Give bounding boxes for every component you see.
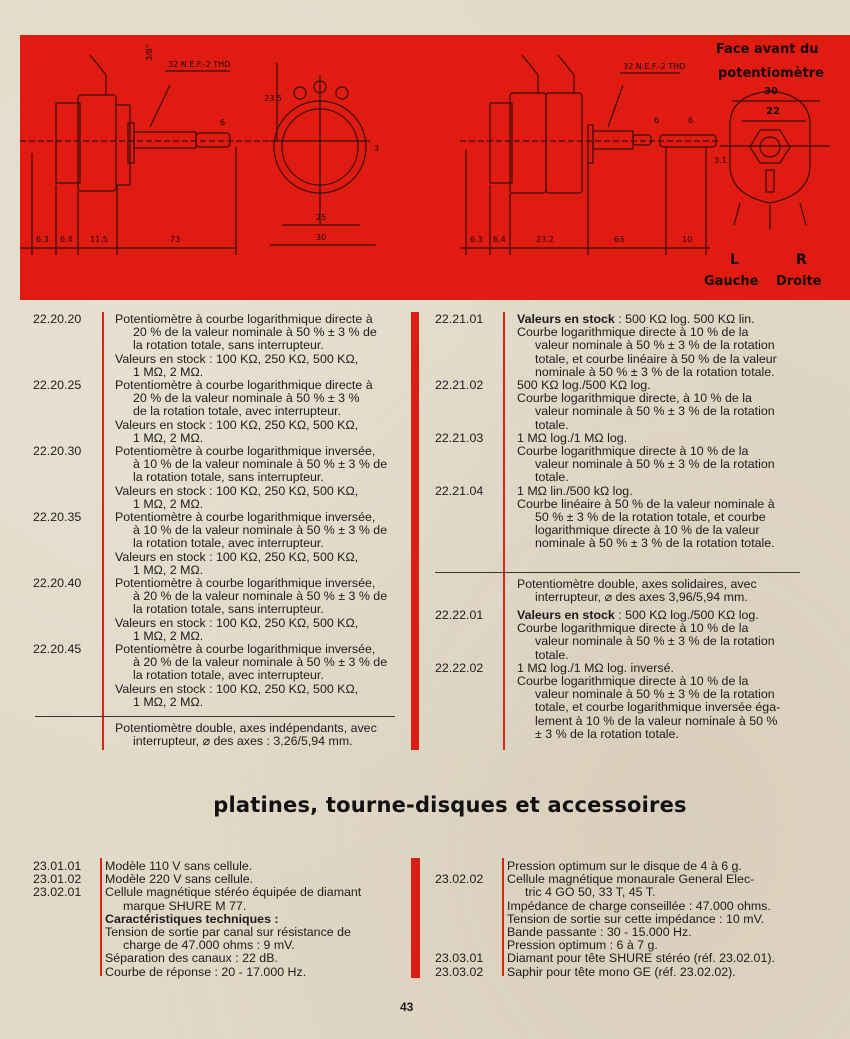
description-line: logarithmique directe à 10 % de la valeur [535, 523, 760, 538]
left-letter: L [730, 252, 739, 268]
front-view-label-line1: Face avant du [716, 42, 819, 57]
description-line: Valeurs en stock : 100 KΩ, 250 KΩ, 500 KΩ, [115, 483, 359, 498]
dim-label: 6.4 [493, 235, 506, 244]
product-code: 22.20.20 [33, 312, 82, 326]
description-line: 1 MΩ, 2 MΩ. [133, 364, 204, 379]
description-line: à 20 % de la valeur nominale à 50 % ± 3 % de [133, 589, 388, 604]
product-code: 23.02.02 [435, 873, 484, 887]
description-line: 1 MΩ log./1 MΩ log. inversé. [517, 660, 674, 675]
description-line: lement à 10 % de la valeur nominale à 50 % [535, 713, 778, 728]
description-line: Courbe logarithmique directe à 10 % de la [517, 325, 749, 340]
spec-row [435, 886, 835, 899]
left-word: Gauche [704, 274, 759, 289]
dim-label: 6 [654, 116, 660, 125]
description-line: valeur nominale à 50 % ± 3 % de la rotation [535, 634, 775, 649]
product-code: 22.20.35 [33, 510, 82, 525]
dim-label: 6.3 [36, 235, 49, 244]
product-entry [435, 379, 800, 432]
description-line: 1 MΩ, 2 MΩ. [133, 430, 204, 445]
description-line: 1 MΩ, 2 MΩ. [133, 628, 204, 643]
note-line: interrupteur, ⌀ des axes : 3,26/5,94 mm. [133, 734, 353, 749]
product-entry [435, 485, 800, 551]
dim-label: 22 [766, 106, 780, 117]
description-line: Courbe logarithmique directe à 10 % de la [517, 674, 749, 689]
spec-text: Impédance de charge conseillée : 47.000 ohms. [507, 898, 771, 913]
product-code: 22.21.02 [435, 378, 484, 393]
single-pot-side-view [20, 55, 270, 255]
description-line: 1 MΩ log./1 MΩ log. [517, 430, 628, 445]
spec-text: Diamant pour tête SHURE stéréo (réf. 23.02.01). [507, 951, 775, 966]
technical-diagram-banner [20, 35, 850, 300]
note-line: Potentiomètre double, axes solidaires, avec [517, 577, 757, 591]
page-number: 43 [400, 1000, 414, 1014]
dim-label: 3.1 [714, 156, 727, 165]
dim-label: 73 [170, 235, 181, 244]
product-code: 22.20.45 [33, 642, 82, 657]
right-product-list [435, 313, 800, 551]
product-description [115, 313, 398, 379]
product-code: 22.20.40 [33, 576, 82, 591]
description-line: à 20 % de la valeur nominale à 50 % ± 3 % de [133, 655, 388, 670]
spec-text: Pression optimum sur le disque de 4 à 6 g. [507, 859, 742, 873]
description-line: nominale à 50 % ± 3 % de la rotation totale. [535, 536, 775, 551]
section-heading: platines, tourne-disques et accessoires [213, 793, 687, 817]
thread-spec-left: 32 N.E.F.-2 THD [168, 60, 231, 69]
bold-prefix: Valeurs en stock [517, 608, 615, 622]
description-line: totale. [535, 647, 569, 662]
spec-text: Cellule magnétique monaurale General Elec- [507, 872, 755, 887]
description-line: totale. [535, 470, 569, 485]
note-line: Potentiomètre double, axes indépendants, avec [115, 721, 377, 735]
description-line: 20 % de la valeur nominale à 50 % ± 3 % [133, 391, 360, 406]
right-letter: R [796, 252, 807, 268]
description-line: 1 MΩ, 2 MΩ. [133, 694, 204, 709]
description-line: la rotation totale, sans interrupteur. [133, 602, 324, 617]
description-line: Courbe logarithmique directe à 10 % de la [517, 621, 749, 636]
note-line: interrupteur, ⌀ des axes 3,96/5,94 mm. [535, 590, 748, 605]
description-line: 1 MΩ, 2 MΩ. [133, 496, 204, 511]
dim-label: 6 [688, 116, 694, 125]
product-entry [435, 662, 800, 741]
product-description [115, 379, 398, 445]
spec-text: tric 4 GO 50, 33 T, 45 T. [525, 885, 656, 900]
product-code: 23.01.02 [33, 873, 82, 887]
product-description [517, 485, 800, 551]
description-line: Courbe linéaire à 50 % de la valeur nominale à [517, 496, 775, 511]
description-line: de la rotation totale, avec interrupteur. [133, 404, 342, 419]
spec-text: Pression optimum : 6 à 7 g. [507, 938, 658, 953]
description-line: à 10 % de la valeur nominale à 50 % ± 3 % de [133, 457, 388, 472]
product-entry [435, 432, 800, 485]
product-entry [33, 511, 398, 577]
description-line: Valeurs en stock : 100 KΩ, 250 KΩ, 500 KΩ, [115, 615, 359, 630]
product-description [517, 432, 800, 485]
dim-label: 30 [764, 86, 778, 97]
spec-text: marque SHURE M 77. [123, 898, 247, 913]
product-code: 23.01.01 [33, 860, 82, 873]
description-line: ± 3 % de la rotation totale. [535, 726, 679, 741]
spec-row [435, 952, 835, 965]
product-code: 22.21.04 [435, 483, 484, 498]
product-description [115, 643, 398, 709]
product-entry [435, 313, 800, 379]
product-description [517, 662, 800, 741]
product-entry [33, 643, 398, 709]
spec-text: Modèle 220 V sans cellule. [105, 872, 254, 887]
dim-label: 25 [316, 213, 327, 222]
product-code: 22.22.02 [435, 660, 484, 675]
description-line: totale, et courbe linéaire à 50 % de la valeur [535, 351, 777, 366]
spec-text: Bande passante : 30 - 15.000 Hz. [507, 925, 692, 940]
line-text: : 500 KΩ log. 500 KΩ lin. [614, 312, 755, 326]
description-line: valeur nominale à 50 % ± 3 % de la rotation [535, 404, 775, 419]
left-product-list [33, 313, 398, 709]
spec-row [435, 900, 835, 913]
dim-label: 23.5 [264, 94, 282, 103]
dim-label: 23.2 [536, 235, 554, 244]
right-double-note [435, 578, 800, 604]
spec-text: Modèle 110 V sans cellule. [105, 859, 253, 873]
product-description [115, 445, 398, 511]
product-code: 22.21.01 [435, 312, 484, 326]
description-line: Potentiomètre à courbe logarithmique inversée, [115, 510, 376, 525]
product-code: 22.22.01 [435, 608, 484, 622]
product-entry [33, 379, 398, 445]
description-line: Valeurs en stock : 100 KΩ, 250 KΩ, 500 KΩ, [115, 417, 359, 432]
description-line: à 10 % de la valeur nominale à 50 % ± 3 % de [133, 523, 388, 538]
description-line: 20 % de la valeur nominale à 50 % ± 3 % de [133, 325, 377, 340]
description-line: Courbe logarithmique directe à 10 % de la [517, 444, 749, 459]
description-line: valeur nominale à 50 % ± 3 % de la rotation [535, 687, 775, 702]
description-line: la rotation totale, sans interrupteur. [133, 338, 324, 353]
dim-label: 6.4 [60, 235, 73, 244]
product-entry [33, 313, 398, 379]
spec-text: Cellule magnétique stéréo équipée de diamant [105, 885, 362, 900]
description-line: totale. [535, 417, 569, 432]
description-line: Potentiomètre à courbe logarithmique directe à [115, 378, 373, 393]
dim-label: 63 [614, 235, 625, 244]
description-line: la rotation totale, avec interrupteur. [133, 668, 324, 683]
dim-label: 30 [316, 233, 327, 242]
spec-text: Saphir pour tête mono GE (réf. 23.02.02). [507, 964, 736, 979]
spec-row [435, 966, 835, 979]
dim-label: 11.5 [90, 235, 108, 244]
center-red-bar [411, 312, 419, 750]
bottom-left-list [33, 860, 405, 979]
right-product-list-2 [435, 609, 800, 741]
description-line: valeur nominale à 50 % ± 3 % de la rotation [535, 457, 775, 472]
spec-text: Courbe de réponse : 20 - 17.000 Hz. [105, 964, 307, 979]
spec-row [33, 886, 405, 899]
product-code: 22.20.30 [33, 444, 82, 459]
description-line: la rotation totale, sans interrupteur. [133, 470, 324, 485]
front-view-label-line2: potentiomètre [718, 66, 824, 81]
spec-text: Tension de sortie par canal sur résistance de [105, 925, 351, 940]
spec-text: Tension de sortie sur cette impédance : 10 mV. [507, 911, 765, 926]
description-line: Potentiomètre à courbe logarithmique inversée, [115, 444, 376, 459]
double-pot-side-view [460, 55, 720, 255]
description-line: nominale à 50 % ± 3 % de la rotation totale. [535, 364, 775, 379]
product-description [115, 511, 398, 577]
description-line: 1 MΩ lin./500 kΩ log. [517, 483, 633, 498]
description-line: Valeurs en stock : 100 KΩ, 250 KΩ, 500 KΩ, [115, 351, 359, 366]
thread-spec-right: 32 N.E.F.-2 THD [623, 62, 686, 71]
description-line: 1 MΩ, 2 MΩ. [133, 562, 204, 577]
product-entry [435, 609, 800, 662]
description-line: la rotation totale, avec interrupteur. [133, 536, 324, 551]
product-description [517, 609, 800, 662]
product-description [517, 379, 800, 432]
spec-row [33, 966, 405, 979]
right-divider [435, 572, 800, 573]
description-line: 50 % ± 3 % de la rotation totale, et courbe [535, 510, 766, 525]
dim-label: 6 [220, 118, 226, 127]
description-line: Valeurs en stock : 100 KΩ, 250 KΩ, 500 KΩ, [115, 681, 359, 696]
spec-text: Caractéristiques techniques : [105, 911, 279, 926]
description-line: 500 KΩ log./500 KΩ log. [517, 378, 651, 393]
line-text: : 500 KΩ log./500 KΩ log. [614, 608, 759, 622]
spec-text: charge de 47.000 ohms : 9 mV. [123, 938, 295, 953]
product-code: 22.21.03 [435, 430, 484, 445]
dim-label: 10 [682, 235, 693, 244]
thread-fraction-left: 3/8" [145, 44, 154, 61]
product-code: 23.02.01 [33, 886, 82, 900]
bottom-right-list [435, 860, 835, 979]
product-entry [33, 577, 398, 643]
product-description [115, 577, 398, 643]
product-entry [33, 445, 398, 511]
left-divider [35, 716, 395, 717]
description-line: Potentiomètre à courbe logarithmique inversée, [115, 576, 376, 591]
description-line: Courbe logarithmique directe, à 10 % de la [517, 391, 752, 406]
right-word: Droite [776, 274, 822, 289]
product-code: 22.20.25 [33, 378, 82, 393]
product-description [517, 313, 800, 379]
description-line: Potentiomètre à courbe logarithmique directe à [115, 312, 373, 326]
spec-row [33, 900, 405, 913]
dim-label: 6.3 [470, 235, 483, 244]
description-line: Potentiomètre à courbe logarithmique inversée, [115, 642, 376, 657]
description-line: Valeurs en stock : 100 KΩ, 250 KΩ, 500 KΩ, [115, 549, 359, 564]
product-code: 23.03.02 [435, 965, 484, 979]
dim-label: 3 [374, 144, 380, 153]
description-line: totale, et courbe logarithmique inversée éga- [535, 700, 781, 715]
product-code: 23.03.01 [435, 952, 484, 966]
bold-prefix: Valeurs en stock [517, 312, 615, 326]
description-line: valeur nominale à 50 % ± 3 % de la rotation [535, 338, 775, 353]
spec-row [33, 952, 405, 965]
spec-text: Séparation des canaux : 22 dB. [105, 951, 278, 966]
left-double-note [33, 722, 398, 748]
bottom-center-red-bar [411, 858, 420, 978]
